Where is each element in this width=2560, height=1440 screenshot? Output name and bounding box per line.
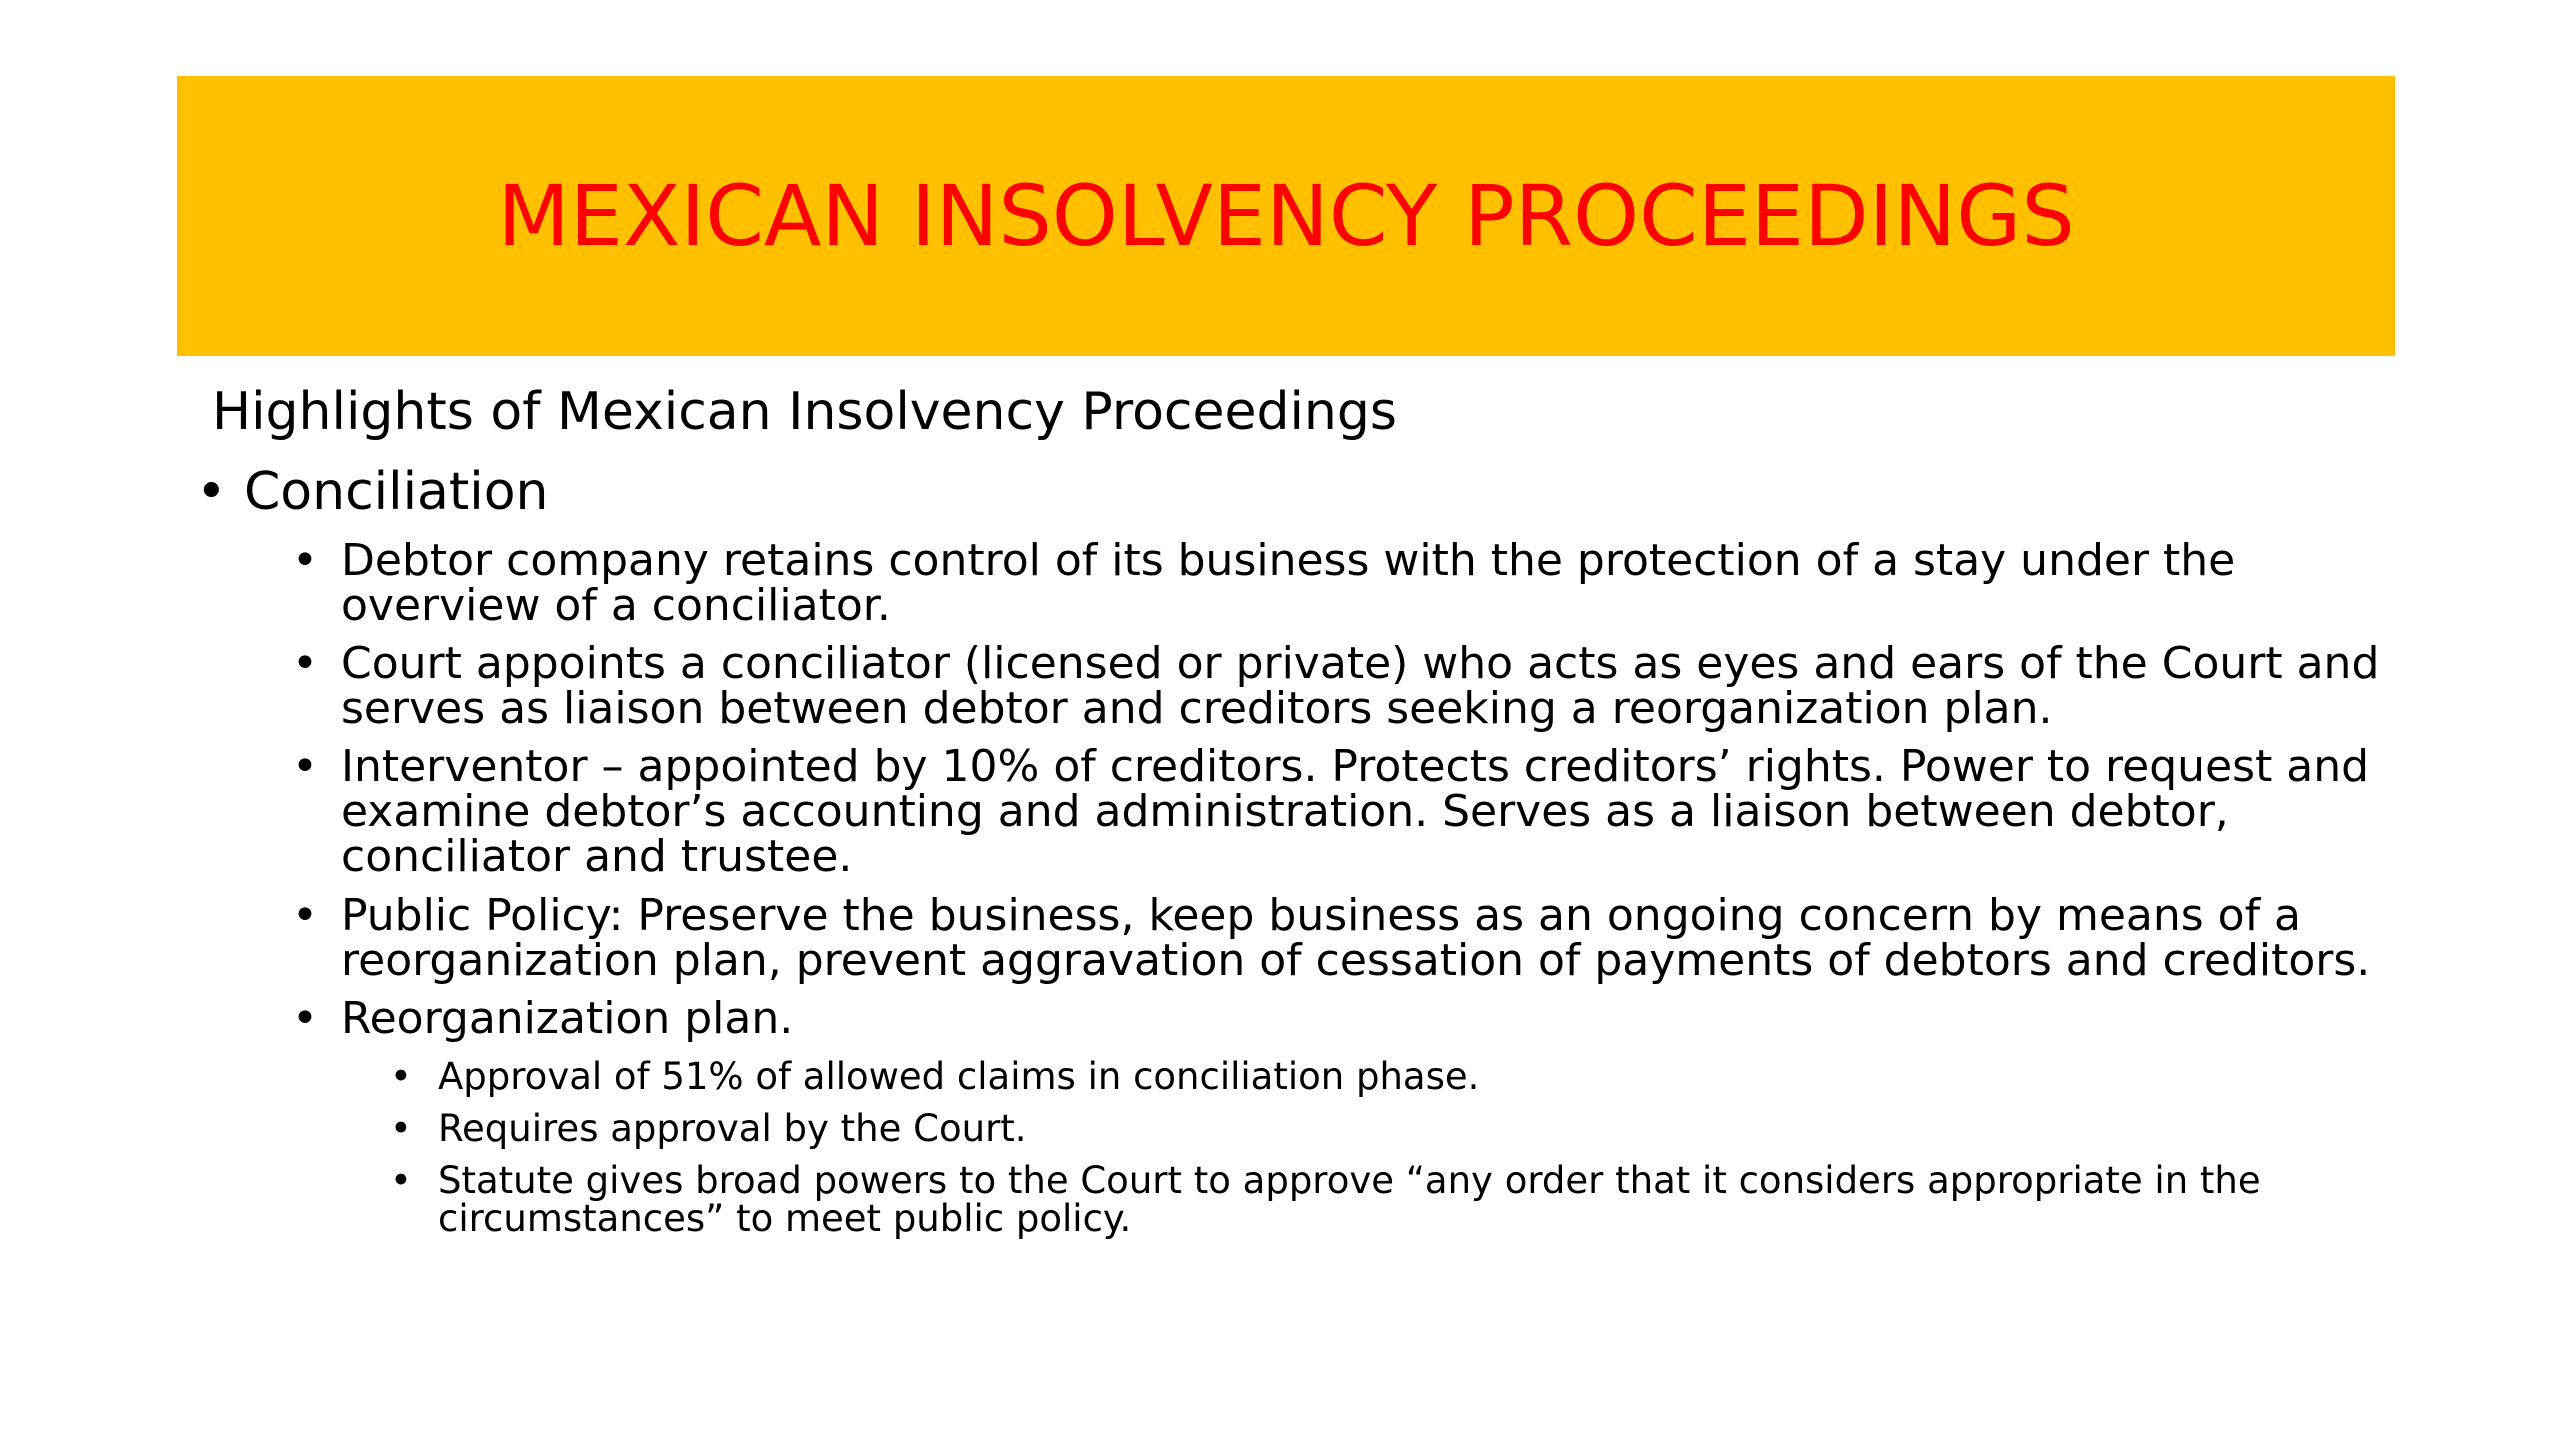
sub-list-item xyxy=(390,1055,2390,1098)
bullet-dot-icon: • xyxy=(292,638,318,689)
sub-list-item-text: Statute gives broad powers to the Court to approve “any order that it considers appropriate in the circumstances” to meet public policy. xyxy=(438,1159,2261,1240)
slide-title: MEXICAN INSOLVENCY PROCEEDINGS xyxy=(497,167,2075,265)
sub-list-item-text: Approval of 51% of allowed claims in conciliation phase. xyxy=(438,1055,1480,1098)
list-item-text: Debtor company retains control of its business with the protection of a stay under the overview of a conciliator. xyxy=(341,535,2236,631)
slide-subtitle: Highlights of Mexican Insolvency Proceedings xyxy=(212,382,1397,442)
list-item xyxy=(292,741,2392,882)
sub-list-item xyxy=(390,1159,2390,1240)
list-item-text: Public Policy: Preserve the business, keep business as an ongoing concern by means of a reorganization plan, prevent aggravation of cessation of payments of debtors and creditors. xyxy=(341,890,2371,986)
list-item xyxy=(292,638,2392,734)
bullet-dot-icon: • xyxy=(292,535,318,586)
list-item-text: Interventor – appointed by 10% of creditors. Protects creditors’ rights. Power to request and examine debtor’s accounting and administration. Serves as a liaison between debtor, conciliator and trustee. xyxy=(341,741,2370,882)
list-item-text: Court appoints a conciliator (licensed or private) who acts as eyes and ears of the Court and serves as liaison between debtor and creditors seeking a reorganization plan. xyxy=(341,638,2380,734)
bullet-dot-icon: • xyxy=(390,1055,412,1098)
bullet-dot-icon: • xyxy=(292,993,318,1044)
section-label: Conciliation xyxy=(244,462,549,522)
bullet-dot-icon: • xyxy=(390,1159,412,1202)
bullet-dot-icon: • xyxy=(292,741,318,792)
list-item xyxy=(292,993,2392,1044)
list-item xyxy=(292,535,2392,631)
bullet-dot-icon: • xyxy=(390,1107,412,1150)
list-item xyxy=(292,890,2392,986)
sub-list-item xyxy=(390,1107,2390,1150)
bullet-dot-icon: • xyxy=(292,890,318,941)
bullet-dot-icon: • xyxy=(196,462,227,522)
sub-list-item-text: Requires approval by the Court. xyxy=(438,1107,1027,1150)
list-item-text: Reorganization plan. xyxy=(341,993,794,1044)
